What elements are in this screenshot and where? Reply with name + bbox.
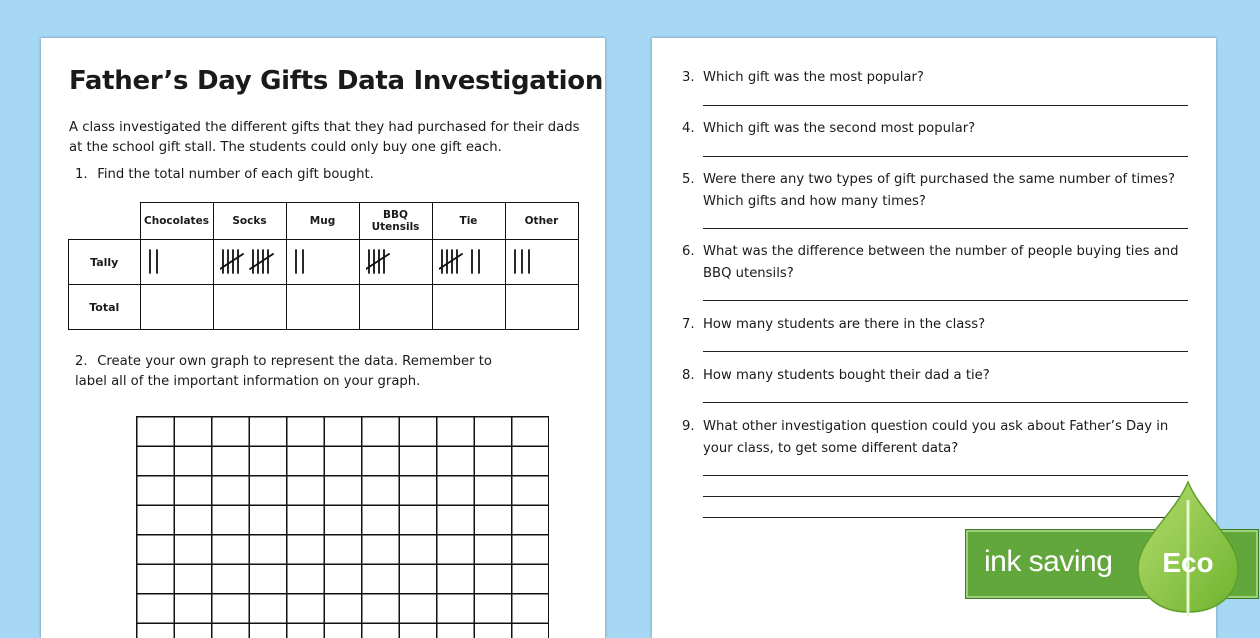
total-cell[interactable]: [286, 285, 359, 330]
question-7: [682, 314, 1188, 336]
question-8: [682, 365, 1188, 387]
question-4: [682, 118, 1188, 140]
total-row-label: Total: [69, 285, 141, 330]
question-2-text: Create your own graph to represent the data. Remember to label all of the important information on your graph.: [75, 354, 493, 389]
tally-cell: [505, 240, 578, 285]
total-row: [69, 285, 579, 330]
intro-text: A class investigated the different gifts that they had purchased for their dads at the school gift stall. The students could only buy one gift each.: [69, 120, 580, 155]
question-number: 5.: [682, 172, 695, 187]
column-header: BBQ Utensils: [359, 203, 432, 240]
question-text: How many students are there in the class?: [703, 317, 986, 332]
tally-header-row: [69, 203, 579, 240]
question-3: [682, 67, 1188, 89]
eco-leaf-icon: [1132, 480, 1244, 620]
worksheet-title: Father’s Day Gifts Data Investigation: [69, 66, 604, 96]
tally-table: [68, 202, 579, 330]
tally-row-label: Tally: [69, 240, 141, 285]
question-5: [682, 169, 1188, 213]
answer-line[interactable]: [703, 351, 1188, 352]
tally-row: [69, 240, 579, 285]
tally-cell: [213, 240, 286, 285]
tally-marks: [439, 247, 505, 277]
question-6: [682, 241, 1188, 285]
answer-line[interactable]: [703, 228, 1188, 229]
question-number: 8.: [682, 368, 695, 383]
tally-marks: [366, 247, 432, 277]
worksheet-page-1: [41, 38, 605, 638]
total-cell[interactable]: [213, 285, 286, 330]
question-number: 7.: [682, 317, 695, 332]
column-header: Mug: [286, 203, 359, 240]
column-header: Tie: [432, 203, 505, 240]
answer-line[interactable]: [703, 402, 1188, 403]
answer-line[interactable]: [703, 517, 1188, 518]
question-number: 4.: [682, 121, 695, 136]
question-2: [75, 352, 515, 392]
answer-line[interactable]: [703, 496, 1188, 497]
column-header: Chocolates: [140, 203, 213, 240]
tally-marks: [293, 247, 359, 277]
question-2-number: 2.: [75, 354, 88, 369]
tally-cell: [286, 240, 359, 285]
tally-cell: [432, 240, 505, 285]
question-text: What other investigation question could you ask about Father’s Day in your class, to get some different data?: [703, 419, 1169, 456]
question-number: 6.: [682, 244, 695, 259]
total-cell[interactable]: [505, 285, 578, 330]
eco-label: Eco: [1162, 547, 1214, 578]
question-text: Which gift was the most popular?: [703, 70, 924, 85]
question-text: How many students bought their dad a tie?: [703, 368, 990, 383]
total-cell[interactable]: [432, 285, 505, 330]
total-cell[interactable]: [359, 285, 432, 330]
table-corner: [69, 203, 141, 240]
answer-line[interactable]: [703, 300, 1188, 301]
tally-cell: [140, 240, 213, 285]
graph-grid[interactable]: [136, 416, 549, 638]
ink-saving-label: ink saving: [984, 545, 1113, 578]
question-number: 9.: [682, 419, 695, 434]
question-1-text: Find the total number of each gift bought.: [97, 167, 374, 182]
question-text: Which gift was the second most popular?: [703, 121, 976, 136]
answer-line[interactable]: [703, 475, 1188, 476]
question-text: Were there any two types of gift purchased the same number of times? Which gifts and how many times?: [703, 172, 1176, 209]
total-cell[interactable]: [140, 285, 213, 330]
tally-marks: [512, 247, 578, 277]
tally-cell: [359, 240, 432, 285]
answer-line[interactable]: [703, 105, 1188, 106]
question-number: 3.: [682, 70, 695, 85]
column-header: Other: [505, 203, 578, 240]
answer-line[interactable]: [703, 156, 1188, 157]
tally-marks: [220, 247, 286, 277]
question-1-number: 1.: [75, 167, 88, 182]
column-header: Socks: [213, 203, 286, 240]
tally-marks: [147, 247, 213, 277]
question-text: What was the difference between the number of people buying ties and BBQ utensils?: [703, 244, 1179, 281]
question-1: [75, 165, 374, 185]
question-9: [682, 416, 1188, 460]
